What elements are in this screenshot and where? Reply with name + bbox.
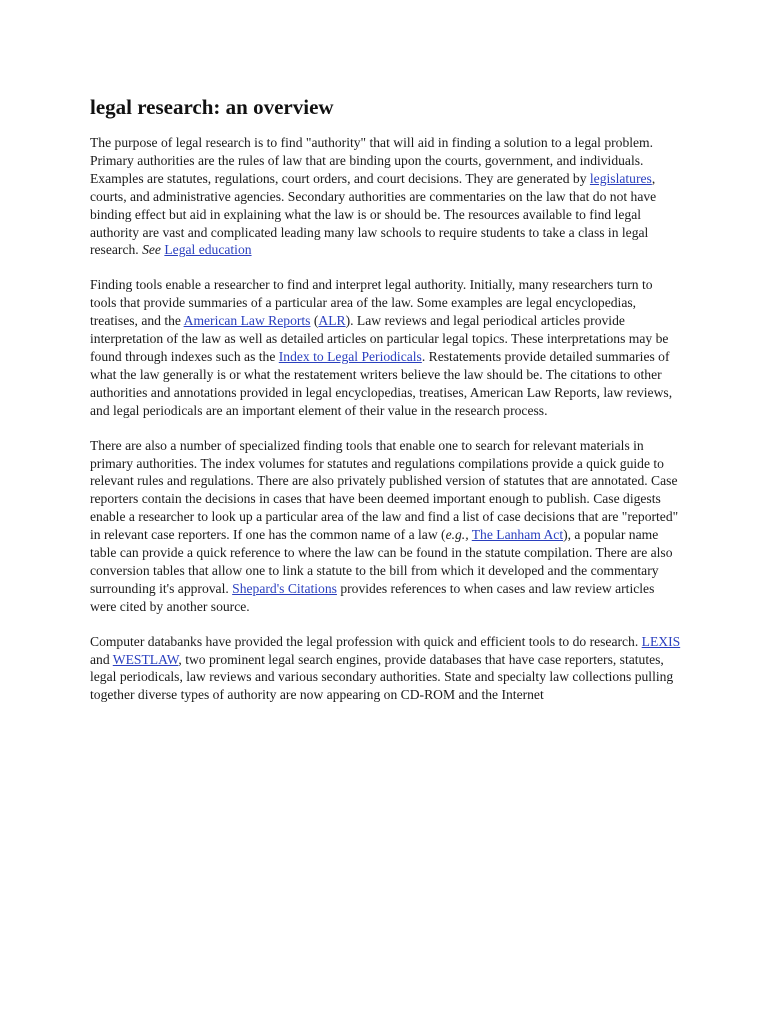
page-title: legal research: an overview <box>90 95 334 119</box>
link-alr[interactable]: ALR <box>318 313 346 329</box>
link-lexis[interactable]: LEXIS <box>641 633 681 649</box>
paragraph-text: and <box>90 651 113 667</box>
paragraph-text: , two prominent legal search engines, provide databases that have case reporters, statutes, legal periodicals, law reviews and various secondary authorities. State and specialty law collections pulling together diverse types of authority are now appearing on CD-ROM and the Internet <box>90 651 674 703</box>
link-legal-education[interactable]: Legal education <box>164 242 252 258</box>
link-shepards-citations[interactable]: Shepard's Citations <box>232 580 337 596</box>
paragraph-text: ( <box>310 313 319 329</box>
paragraph-specialized-tools <box>90 437 682 616</box>
link-lanham-act[interactable]: The Lanham Act <box>471 527 564 543</box>
link-legislatures[interactable]: legislatures <box>589 170 652 186</box>
paragraph-computer-databanks <box>90 633 682 705</box>
paragraph-text: Finding tools enable a researcher to find and interpret legal authority. Initially, many researchers turn to tools that provide summaries of a particular area of the law. Some examples are legal encyclopedias, treatises, and the <box>90 277 653 329</box>
paragraph-finding-tools <box>90 276 682 419</box>
paragraph-text: . Restatements provide detailed summaries of what the law generally is or what the restatement writers believe the law should be. The citations to other authorities and annotations provided in legal encyclopedias, treatises, American Law Reports, law reviews, and legal periodicals are an important element of their value in the research process. <box>90 348 673 418</box>
paragraph-text: Computer databanks have provided the legal profession with quick and efficient tools to do research. <box>90 633 642 649</box>
eg-abbrev: e.g., <box>445 527 469 543</box>
paragraph-text: ). Law reviews and legal periodical articles provide interpretation of the law as well as detailed articles on particular legal topics. These interpretations may be found through indexes such as the <box>90 313 669 364</box>
link-westlaw[interactable]: WESTLAW <box>112 651 179 667</box>
paragraph-text: , courts, and administrative agencies. Secondary authorities are commentaries on the law that do not have binding effect but aid in explaining what the law is or should be. The resources available to find legal authority are vast and complicated leading many law schools to require students to take a class in legal research. <box>90 170 657 258</box>
paragraph-purpose <box>90 134 682 259</box>
paragraph-text: There are also a number of specialized finding tools that enable one to search for relevant materials in primary authorities. The index volumes for statutes and regulations compilations provide a quick guide to relevant rules and regulations. There are also privately published version of statutes that are annotated. Case reporters contain the decisions in cases that have been deemed important enough to publish. Case digests enable a researcher to look up a particular area of the law and find a list of case decisions that are "reported" in relevant case reporters. If one has the common name of a law ( <box>90 437 679 543</box>
paragraph-text: ), a popular name table can provide a quick reference to where the law can be found in the statute compilation. There are also conversion tables that allow one to link a statute to the bill from which it developed and the commentary surrounding it's approval. <box>90 527 673 596</box>
see-signal: See <box>142 242 161 258</box>
link-american-law-reports[interactable]: American Law Reports <box>183 313 311 329</box>
paragraph-text: provides references to when cases and law review articles were cited by another source. <box>90 580 655 614</box>
link-index-to-legal-periodicals[interactable]: Index to Legal Periodicals <box>278 348 422 364</box>
document-page <box>90 94 682 721</box>
paragraph-text: The purpose of legal research is to find "authority" that will aid in finding a solution to a legal problem. Primary authorities are the rules of law that are binding upon the courts, government, and individuals. Examples are statutes, regulations, court orders, and court decisions. They are generated by <box>90 135 654 186</box>
